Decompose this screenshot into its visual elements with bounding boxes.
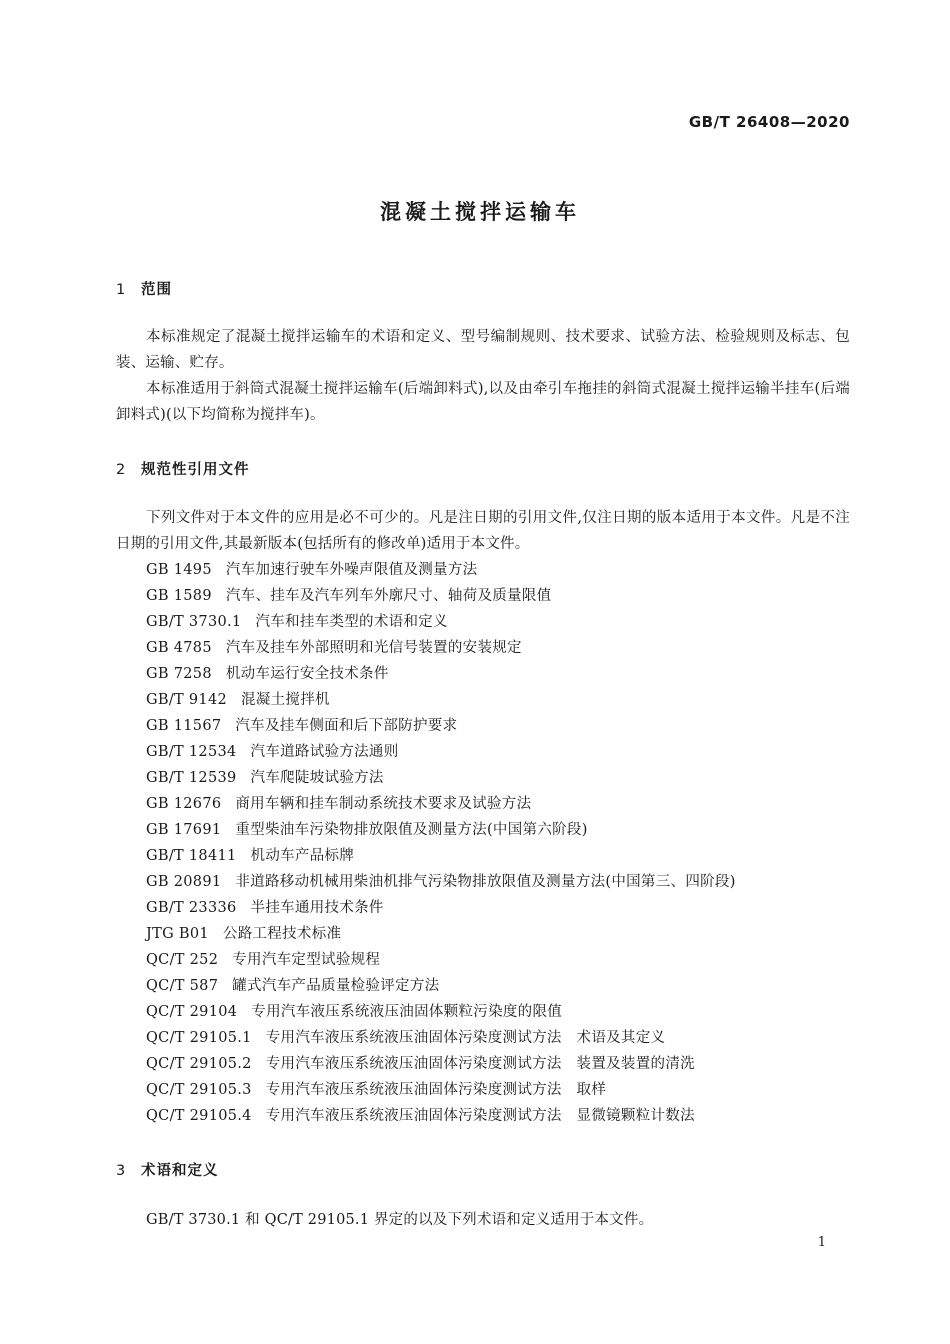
reference-code: GB 12676 <box>146 796 222 812</box>
section-title: 规范性引用文件 <box>141 462 250 478</box>
reference-title: 商用车辆和挂车制动系统技术要求及试验方法 <box>235 796 532 812</box>
reference-title: 专用汽车液压系统液压油固体污染度测试方法 装置及装置的清洗 <box>265 1056 695 1072</box>
reference-title: 机动车产品标牌 <box>250 848 355 864</box>
reference-code: QC/T 252 <box>146 952 219 968</box>
reference-title: 专用汽车液压系统液压油固体污染度测试方法 术语及其定义 <box>265 1030 666 1046</box>
reference-title: 专用汽车定型试验规程 <box>232 952 381 968</box>
reference-code: GB/T 18411 <box>146 848 237 864</box>
section-title: 范围 <box>141 282 172 298</box>
reference-title: 专用汽车液压系统液压油固体污染度测试方法 取样 <box>265 1082 607 1098</box>
section-3-paragraph-1: GB/T 3730.1 和 QC/T 29105.1 界定的以及下列术语和定义适用于本文件。 <box>146 1212 654 1228</box>
reference-code: QC/T 29105.4 <box>146 1108 252 1124</box>
section-number: 1 <box>116 282 127 298</box>
reference-title: 公路工程技术标准 <box>222 926 342 942</box>
reference-code: GB/T 12539 <box>146 770 237 786</box>
section-number: 3 <box>116 1163 127 1179</box>
reference-title: 汽车加速行驶车外噪声限值及测量方法 <box>225 562 478 578</box>
reference-title: 专用汽车液压系统液压油固体污染度测试方法 显微镜颗粒计数法 <box>265 1108 695 1124</box>
reference-item <box>146 869 736 895</box>
reference-title: 重型柴油车污染物排放限值及测量方法(中国第六阶段) <box>235 822 588 838</box>
reference-item <box>146 1025 736 1051</box>
reference-code: GB 1495 <box>146 562 212 578</box>
reference-item <box>146 999 736 1025</box>
section-title: 术语和定义 <box>141 1163 219 1179</box>
reference-code: GB 11567 <box>146 718 222 734</box>
reference-title: 非道路移动机械用柴油机排气污染物排放限值及测量方法(中国第三、四阶段) <box>235 874 736 890</box>
reference-item <box>146 843 736 869</box>
reference-title: 汽车及挂车外部照明和光信号装置的安装规定 <box>225 640 522 656</box>
section-1-paragraph-1: 本标准规定了混凝土搅拌运输车的术语和定义、型号编制规则、技术要求、试验方法、检验规则及标志、包装、运输、贮存。 <box>116 329 850 371</box>
reference-code: QC/T 587 <box>146 978 219 994</box>
reference-item <box>146 921 736 947</box>
reference-item <box>146 583 736 609</box>
reference-item <box>146 713 736 739</box>
reference-item <box>146 973 736 999</box>
reference-code: GB/T 12534 <box>146 744 237 760</box>
reference-item <box>146 817 736 843</box>
document-title: 混凝土搅拌运输车 <box>380 200 580 224</box>
reference-item <box>146 687 736 713</box>
reference-code: GB/T 3730.1 <box>146 614 242 630</box>
section-1-paragraph-2: 本标准适用于斜筒式混凝土搅拌运输车(后端卸料式),以及由牵引车拖挂的斜筒式混凝土搅拌运输半挂车(后端卸料式)(以下均简称为搅拌车)。 <box>116 381 850 423</box>
reference-title: 汽车和挂车类型的术语和定义 <box>255 614 448 630</box>
reference-item <box>146 947 736 973</box>
reference-title: 半挂车通用技术条件 <box>250 900 384 916</box>
reference-title: 混凝土搅拌机 <box>241 692 330 708</box>
reference-title: 罐式汽车产品质量检验评定方法 <box>232 978 440 994</box>
section-2-paragraph-1: 下列文件对于本文件的应用是必不可少的。凡是注日期的引用文件,仅注日期的版本适用于本文件。凡是不注日期的引用文件,其最新版本(包括所有的修改单)适用于本文件。 <box>116 510 850 552</box>
reference-item <box>146 1051 736 1077</box>
normative-references-list <box>146 557 736 1129</box>
reference-item <box>146 557 736 583</box>
reference-title: 专用汽车液压系统液压油固体颗粒污染度的限值 <box>251 1004 563 1020</box>
reference-title: 机动车运行安全技术条件 <box>225 666 389 682</box>
reference-code: GB/T 23336 <box>146 900 237 916</box>
reference-title: 汽车道路试验方法通则 <box>250 744 399 760</box>
reference-code: QC/T 29105.1 <box>146 1030 252 1046</box>
reference-title: 汽车、挂车及汽车列车外廓尺寸、轴荷及质量限值 <box>225 588 552 604</box>
reference-item <box>146 791 736 817</box>
reference-item <box>146 739 736 765</box>
reference-code: GB 17691 <box>146 822 222 838</box>
page-number: 1 <box>817 1235 826 1250</box>
reference-item <box>146 609 736 635</box>
reference-code: QC/T 29105.2 <box>146 1056 252 1072</box>
reference-item <box>146 635 736 661</box>
reference-item <box>146 765 736 791</box>
section-number: 2 <box>116 462 127 478</box>
reference-item <box>146 1077 736 1103</box>
section-1-heading <box>116 278 172 299</box>
reference-code: GB 7258 <box>146 666 212 682</box>
reference-code: QC/T 29105.3 <box>146 1082 252 1098</box>
reference-code: QC/T 29104 <box>146 1004 238 1020</box>
standard-code: GB/T 26408—2020 <box>688 113 850 131</box>
reference-title: 汽车爬陡坡试验方法 <box>250 770 384 786</box>
section-3-heading <box>116 1159 219 1180</box>
reference-code: GB 4785 <box>146 640 212 656</box>
reference-code: GB/T 9142 <box>146 692 228 708</box>
reference-title: 汽车及挂车侧面和后下部防护要求 <box>235 718 458 734</box>
reference-item <box>146 1103 736 1129</box>
reference-item <box>146 661 736 687</box>
section-2-heading <box>116 458 250 479</box>
reference-item <box>146 895 736 921</box>
reference-code: GB 20891 <box>146 874 222 890</box>
reference-code: JTG B01 <box>146 926 209 942</box>
reference-code: GB 1589 <box>146 588 212 604</box>
